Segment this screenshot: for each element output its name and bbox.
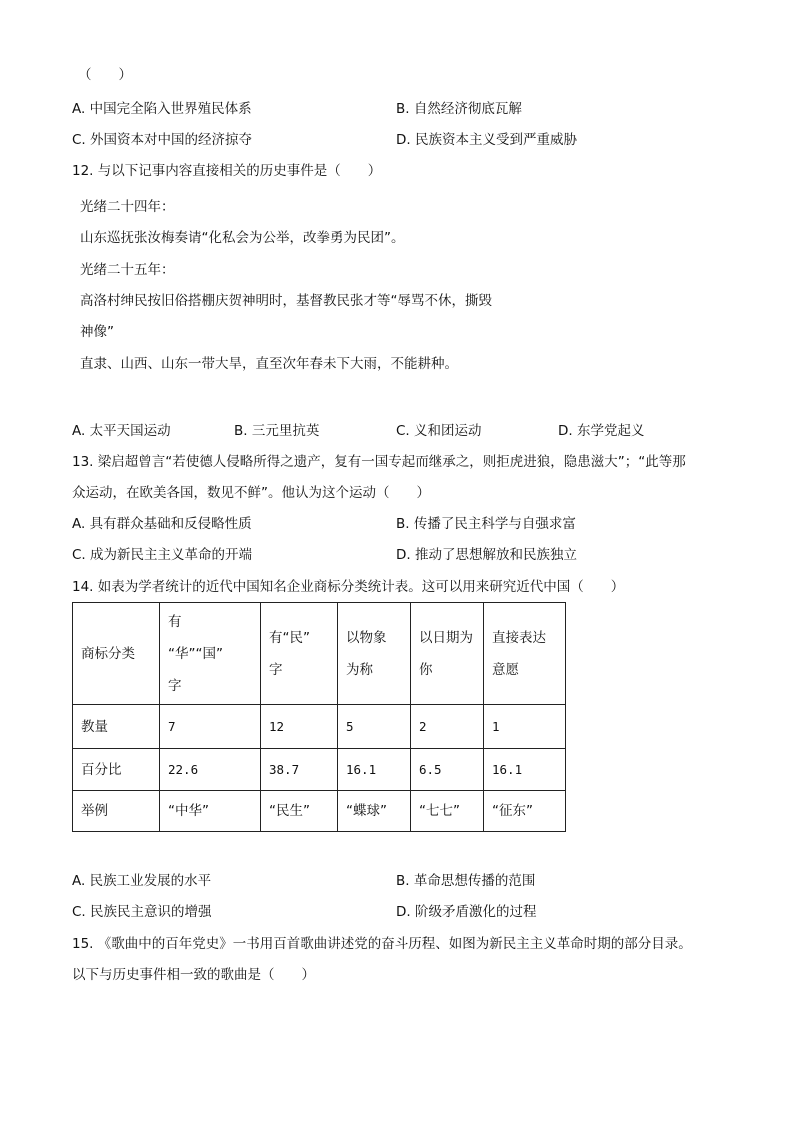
q13-stem-line2: 众运动，在欧美各国，数见不鲜”。他认为这个运动（ ） [72,485,430,501]
table-cell: “蝶球” [338,791,411,832]
table-row [73,749,566,791]
table-row [73,705,566,749]
table-cell: 12 [261,705,338,749]
table-header-cell [261,603,338,705]
header-text: “华”“国” [168,645,223,662]
q13-option-a[interactable]: A. 具有群众基础和反侵略性质 [72,516,252,532]
header-text: 字 [269,661,283,678]
q14-option-c[interactable]: C. 民族民主意识的增强 [72,904,212,920]
table-cell: “七七” [411,791,484,832]
table-cell: 38.7 [261,749,338,791]
table-row [73,791,566,832]
table-cell: 5 [338,705,411,749]
q12-material-line: 直隶、山西、山东一带大旱，直至次年春未下大雨，不能耕种。 [80,356,458,372]
table-cell: 教量 [73,705,160,749]
table-header-row [73,603,566,705]
table-cell: 7 [160,705,261,749]
q14-option-a[interactable]: A. 民族工业发展的水平 [72,873,212,889]
header-text: 为称 [346,661,373,678]
header-text: 直接表达 [492,629,546,646]
q12-option-a[interactable]: A. 太平天国运动 [72,423,171,439]
q15-stem-line2: 以下与历史事件相一致的歌曲是（ ） [72,967,315,983]
header-text: 字 [168,677,182,694]
q12-material-line: 高洛村绅民按旧俗搭棚庆贺神明时，基督教民张才等“辱骂不休，撕毁 [80,293,492,309]
q12-option-b[interactable]: B. 三元里抗英 [234,423,320,439]
table-header-cell [411,603,484,705]
q12-option-c[interactable]: C. 义和团运动 [396,423,482,439]
table-cell: 2 [411,705,484,749]
q12-option-d[interactable]: D. 东学党起义 [558,423,645,439]
q12-material-line: 神像” [80,324,114,340]
table-cell: 22.6 [160,749,261,791]
q11-paren: （ ） [78,67,132,83]
table-cell: “中华” [160,791,261,832]
header-text: 有 [168,613,182,630]
q13-stem-line1: 13. 梁启超曾言“若使德人侵略所得之遗产，复有一国专起而继承之，则拒虎进狼，隐患滋大”；“此等那 [72,454,686,470]
table-cell: 1 [484,705,566,749]
header-text: 以物象 [346,629,387,646]
table-header-cell [484,603,566,705]
q12-material-line: 光绪二十四年： [80,199,175,215]
table-cell: “征东” [484,791,566,832]
q13-option-c[interactable]: C. 成为新民主主义革命的开端 [72,547,253,563]
table-cell: 16.1 [338,749,411,791]
q13-option-d[interactable]: D. 推动了思想解放和民族独立 [396,547,577,563]
q14-option-d[interactable]: D. 阶级矛盾激化的过程 [396,904,537,920]
table-cell: “民生” [261,791,338,832]
q11-option-b[interactable]: B. 自然经济彻底瓦解 [396,101,522,117]
q11-option-c[interactable]: C. 外国资本对中国的经济掠夺 [72,132,253,148]
q11-option-d[interactable]: D. 民族资本主义受到严重威胁 [396,132,577,148]
q11-option-a[interactable]: A. 中国完全陷入世界殖民体系 [72,101,252,117]
header-text: 意愿 [492,661,519,678]
header-text: 有“民” [269,629,310,646]
table-header-cell [73,603,160,705]
q14-option-b[interactable]: B. 革命思想传播的范围 [396,873,536,889]
q14-stem: 14. 如表为学者统计的近代中国知名企业商标分类统计表。这可以用来研究近代中国（ ） [72,579,625,595]
table-cell: 6.5 [411,749,484,791]
table-cell: 举例 [73,791,160,832]
q15-stem-line1: 15. 《歌曲中的百年党史》一书用百首歌曲讲述党的奋斗历程、如图为新民主主义革命时期的部分目录。 [72,936,692,952]
q12-material-line: 山东巡抚张汝梅奏请“化私会为公举，改拳勇为民团”。 [80,230,405,246]
header-text: 以日期为 [419,629,473,646]
q13-option-b[interactable]: B. 传播了民主科学与自强求富 [396,516,576,532]
table-header-cell [160,603,261,705]
q12-material-line: 光绪二十五年： [80,262,175,278]
table-cell: 百分比 [73,749,160,791]
header-text: 你 [419,661,433,678]
header-text: 商标分类 [81,645,135,662]
table-header-cell [338,603,411,705]
table-cell: 16.1 [484,749,566,791]
trademark-stats-table [72,602,566,832]
q12-stem: 12. 与以下记事内容直接相关的历史事件是（ ） [72,163,382,179]
